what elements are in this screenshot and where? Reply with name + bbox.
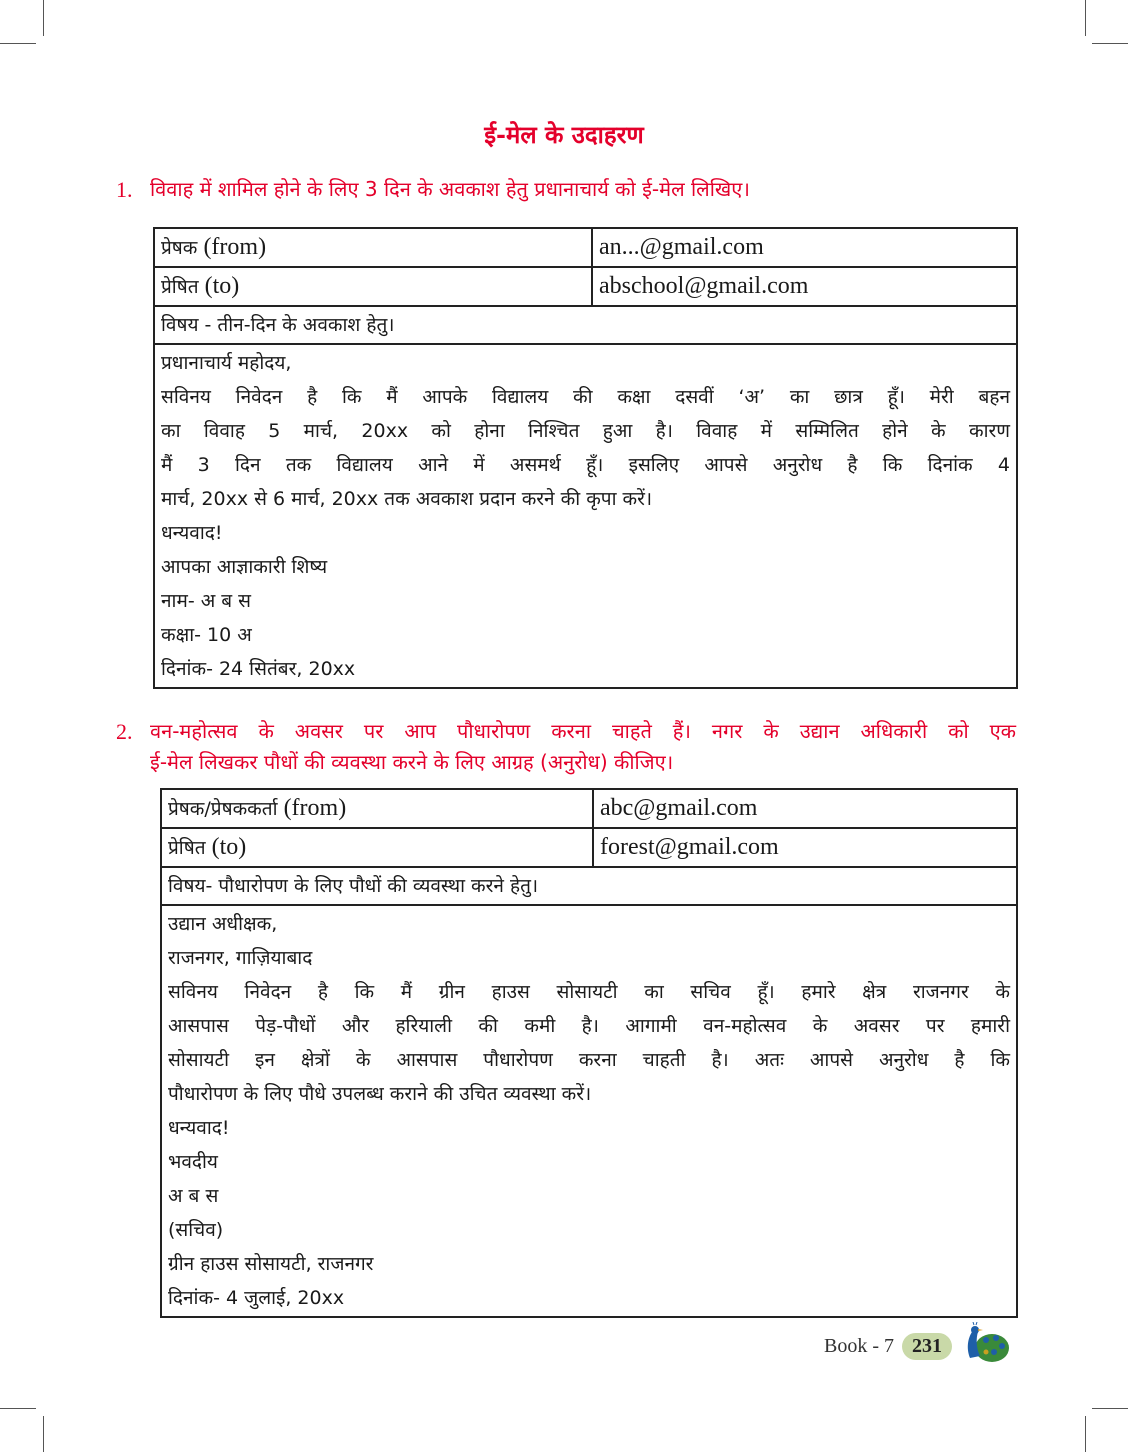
body-line: पौधारोपण के लिए पौधे उपलब्ध कराने की उचित व्यवस्था करें। bbox=[168, 1083, 592, 1105]
subject-row bbox=[161, 867, 1017, 905]
question-2 bbox=[116, 716, 1016, 778]
question-number: 2. bbox=[116, 719, 133, 744]
to-label bbox=[154, 267, 592, 306]
to-label-hindi: प्रेषित bbox=[161, 276, 199, 298]
body-line: सविनय निवेदन है कि मैं ग्रीन हाउस सोसायटी का सचिव हूँ। हमारे क्षेत्र राजनगर के bbox=[168, 981, 1010, 1003]
crop-mark bbox=[1092, 1408, 1128, 1409]
to-value bbox=[592, 267, 1017, 306]
body-line: मार्च, 20xx से 6 मार्च, 20xx तक अवकाश प्रदान करने की कृपा करें। bbox=[161, 488, 653, 510]
body-row bbox=[154, 344, 1017, 688]
from-row bbox=[161, 789, 1017, 828]
question-text: विवाह में शामिल होने के लिए 3 दिन के अवकाश हेतु प्रधानाचार्य को ई-मेल लिखिए। bbox=[150, 177, 750, 201]
email-table-2 bbox=[160, 788, 1018, 1318]
body-line: आपका आज्ञाकारी शिष्य bbox=[161, 556, 328, 578]
crop-mark bbox=[1085, 1416, 1086, 1452]
peacock-icon bbox=[956, 1322, 1010, 1370]
email-body bbox=[161, 905, 1017, 1317]
body-line: आसपास पेड़-पौधों और हरियाली की कमी है। आगामी वन-महोत्सव के अवसर पर हमारी bbox=[168, 1015, 1010, 1037]
body-line: राजनगर, गाज़ियाबाद bbox=[168, 947, 313, 969]
book-label: Book - 7 bbox=[824, 1334, 894, 1357]
question-text-line-2: ई-मेल लिखकर पौधों की व्यवस्था करने के लिए आग्रह (अनुरोध) कीजिए। bbox=[150, 750, 674, 774]
from-label-english: (from) bbox=[283, 795, 347, 821]
sender-email: abc@gmail.com bbox=[600, 795, 758, 821]
body-line: अ ब स bbox=[168, 1185, 219, 1207]
from-value bbox=[593, 789, 1017, 828]
body-line: कक्षा- 10 अ bbox=[161, 624, 252, 646]
crop-mark bbox=[43, 1416, 44, 1452]
email-table-1 bbox=[153, 227, 1018, 689]
crop-mark bbox=[0, 43, 36, 44]
body-line: ग्रीन हाउस सोसायटी, राजनगर bbox=[168, 1253, 374, 1275]
from-label-hindi: प्रेषक bbox=[161, 237, 198, 259]
body-line: उद्यान अधीक्षक, bbox=[168, 913, 278, 935]
body-line: प्रधानाचार्य महोदय, bbox=[161, 352, 292, 374]
body-line: धन्यवाद! bbox=[168, 1117, 230, 1139]
from-label-hindi: प्रेषक/प्रेषककर्ता bbox=[168, 798, 278, 820]
body-line: नाम- अ ब स bbox=[161, 590, 252, 612]
crop-mark bbox=[43, 0, 44, 36]
page-number: 231 bbox=[902, 1333, 952, 1360]
body-line: (सचिव) bbox=[168, 1219, 224, 1241]
to-label bbox=[161, 828, 593, 867]
to-label-english: (to) bbox=[211, 834, 247, 860]
crop-mark bbox=[1092, 43, 1128, 44]
recipient-email: forest@gmail.com bbox=[600, 834, 779, 860]
body-line: सोसायटी इन क्षेत्रों के आसपास पौधारोपण करना चाहती है। अतः आपसे अनुरोध है कि bbox=[168, 1049, 1010, 1071]
body-line: मैं 3 दिन तक विद्यालय आने में असमर्थ हूँ। इसलिए आपसे अनुरोध है कि दिनांक 4 bbox=[161, 454, 1010, 476]
to-value bbox=[593, 828, 1017, 867]
from-label-english: (from) bbox=[203, 234, 267, 260]
question-number: 1. bbox=[116, 177, 133, 202]
to-label-hindi: प्रेषित bbox=[168, 837, 206, 859]
from-value bbox=[592, 228, 1017, 267]
body-row bbox=[161, 905, 1017, 1317]
subject: विषय - तीन-दिन के अवकाश हेतु। bbox=[154, 306, 1017, 344]
recipient-email: abschool@gmail.com bbox=[599, 273, 809, 299]
to-label-english: (to) bbox=[204, 273, 240, 299]
crop-mark bbox=[0, 1408, 36, 1409]
body-line: दिनांक- 4 जुलाई, 20xx bbox=[168, 1287, 345, 1309]
email-body bbox=[154, 344, 1017, 688]
sender-email: an...@gmail.com bbox=[599, 234, 764, 260]
from-label bbox=[161, 789, 593, 828]
to-row bbox=[161, 828, 1017, 867]
page-footer bbox=[824, 1322, 1010, 1370]
crop-mark bbox=[1085, 0, 1086, 36]
subject-row bbox=[154, 306, 1017, 344]
from-row bbox=[154, 228, 1017, 267]
to-row bbox=[154, 267, 1017, 306]
body-line: दिनांक- 24 सितंबर, 20xx bbox=[161, 658, 356, 680]
body-line: भवदीय bbox=[168, 1151, 218, 1173]
body-line: का विवाह 5 मार्च, 20xx को होना निश्चित हुआ है। विवाह में सम्मिलित होने के कारण bbox=[161, 420, 1010, 442]
body-line: धन्यवाद! bbox=[161, 522, 223, 544]
body-line: सविनय निवेदन है कि मैं आपके विद्यालय की कक्षा दसवीं ‘अ’ का छात्र हूँ। मेरी बहन bbox=[161, 386, 1010, 408]
from-label bbox=[154, 228, 592, 267]
question-1 bbox=[116, 174, 1016, 205]
question-text-line-1: वन-महोत्सव के अवसर पर आप पौधारोपण करना चाहते हैं। नगर के उद्यान अधिकारी को एक bbox=[150, 719, 1016, 743]
page-title: ई-मेल के उदाहरण bbox=[484, 120, 644, 149]
subject: विषय- पौधारोपण के लिए पौधों की व्यवस्था करने हेतु। bbox=[161, 867, 1017, 905]
